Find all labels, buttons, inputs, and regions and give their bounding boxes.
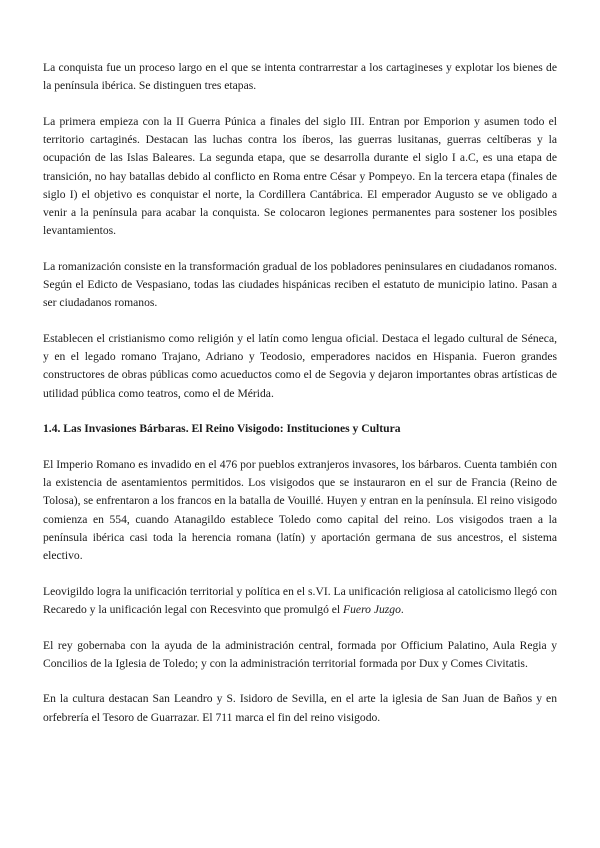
paragraph-invasiones: El Imperio Romano es invadido en el 476 por pueblos extranjeros invasores, los bárbaros. Cuenta también con la existencia de asentamientos permitidos. Los visigodos que se instauraron en el sur de Francia (Reino de Tolosa), se enfrentaron a los francos en la batalla de Vouillé. Huyen y entran en la península. El reino visigodo comienza en 554, cuando Atanagildo establece Toledo como capital del reino. Los visigodos traen a la península ibérica casi toda la herencia romana (latín) y aportación germana de sus ancestros, el sistema electivo. (43, 457, 557, 562)
section-heading: 1.4. Las Invasiones Bárbaras. El Reino Visigodo: Instituciones y Cultura (43, 422, 401, 436)
fuero-juzgo-title: Fuero Juzgo (343, 602, 401, 616)
paragraph-cultura: En la cultura destacan San Leandro y S. Isidoro de Sevilla, en el arte la iglesia de San Juan de Baños y en orfebrería el Tesoro de Guarrazar. El 711 marca el fin del reino visigodo. (43, 692, 557, 724)
unificacion-text: Leovigildo logra la unificación territorial y política en el s.VI. La unificación religiosa al catolicismo llegó con Recaredo y la unificación legal con Recesvinto que promulgó el (43, 584, 557, 616)
unificacion-end: . (400, 602, 404, 616)
paragraph-legado: Establecen el cristianismo como religión y el latín como lengua oficial. Destaca el legado cultural de Séneca, y en el legado romano Trajano, Adriano y Teodosio, emperadores nacidos en Hispania. Fueron grandes constructores de obras públicas como acueductos como el de Segovia y dejaron importantes obras artísticas de utilidad pública como teatros, como el de Mérida. (43, 331, 557, 400)
paragraph-administracion: El rey gobernaba con la ayuda de la administración central, formada por Officium Palatino, Aula Regia y Concilios de la Iglesia de Toledo; y con la administración territorial formada por Dux y Comes Civitatis. (43, 638, 557, 670)
paragraph-conquista: La conquista fue un proceso largo en el que se intenta contrarrestar a los cartagineses y explotar los bienes de la península ibérica. Se distinguen tres etapas. (43, 61, 557, 93)
paragraph-unificacion (43, 583, 557, 619)
paragraph-etapas: La primera empieza con la II Guerra Púnica a finales del siglo III. Entran por Emporion y asumen todo el territorio cartaginés. Destacan las luchas contra los íberos, las guerras lusitanas, guerras celtíberas y la ocupación de las Islas Baleares. La segunda etapa, que se desarrolla durante el siglo I a.C, es una etapa de transición, no hay batallas debido al conflicto en Roma entre César y Pompeyo. En la tercera etapa (finales de siglo I) el objetivo es conquistar el norte, la Cordillera Cantábrica. El emperador Augusto se ve obligado a venir a la península para acabar la conquista. Se colocaron legiones permanentes para sostener los posibles levantamientos. (43, 114, 557, 238)
paragraph-romanizacion: La romanización consiste en la transformación gradual de los pobladores peninsulares en ciudadanos romanos. Según el Edicto de Vespasiano, todas las ciudades hispánicas reciben el estatuto de municipio latino. Pasan a ser ciudadanos romanos. (43, 259, 557, 310)
